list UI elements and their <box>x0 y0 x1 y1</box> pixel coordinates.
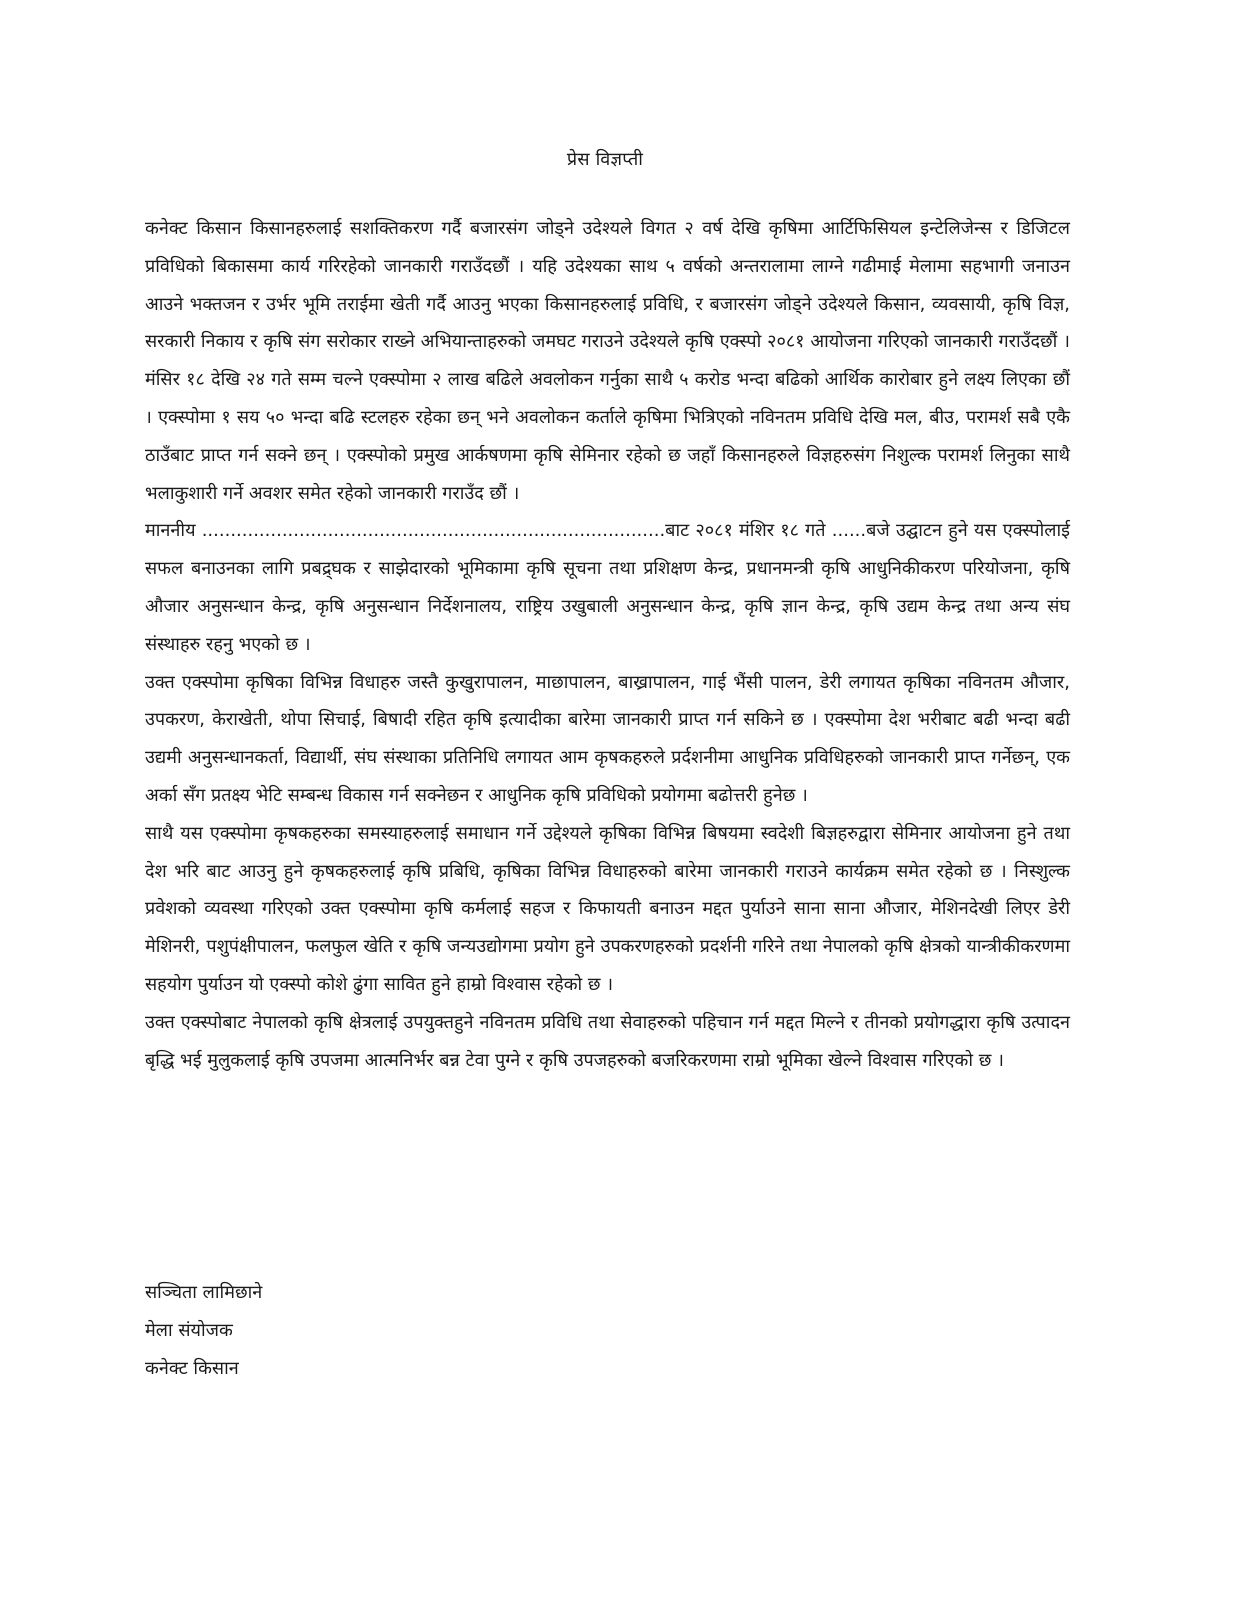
signatory-role: मेला संयोजक <box>145 1320 233 1341</box>
paragraph-expo-topics: उक्त एक्स्पोमा कृषिका विभिन्न विधाहरु जस्तै कुखुरापालन, माछापालन, बाख्रापालन, गाई भैंसी पालन, डेरी लगायत कृषिका नविनतम औजार, उपकरण, केराखेती, थोपा सिचाई, बिषादी रहित कृषि इत्यादीका बारेमा जानकारी प्राप्त गर्न सकिने छ । एक्स्पोमा देश भरीबाट बढी भन्दा बढी उद्यमी अनुसन्धानकर्ता, विद्यार्थी, संघ संस्थाका प्रतिनिधि लगायत आम कृषकहरुले प्रर्दशनीमा आधुनिक प्रविधिहरुको जानकारी प्राप्त गर्नेछन्, एक अर्का सँग प्रतक्ष्य भेटि सम्बन्ध विकास गर्न सक्नेछन र आधुनिक कृषि प्रविधिको प्रयोगमा बढोत्तरी हुनेछ । <box>145 671 1070 806</box>
paragraph-seminar: साथै यस एक्स्पोमा कृषकहरुका समस्याहरुलाई समाधान गर्ने उद्देश्यले कृषिका विभिन्न बिषयमा स्वदेशी बिज्ञहरुद्वारा सेमिनार आयोजना हुने तथा देश भरि बाट आउनु हुने कृषकहरुलाई कृषि प्रबिधि, कृषिका विभिन्न विधाहरुको बारेमा जानकारी गराउने कार्यक्रम समेत रहेको छ । निस्शुल्क प्रवेशको व्यवस्था गरिएको उक्त एक्स्पोमा कृषि कर्मलाई सहज र किफायती बनाउन मद्दत पुर्याउने साना साना औजार, मेशिनदेखी लिएर डेरी मेशिनरी, पशुपंक्षीपालन, फलफुल खेति र कृषि जन्यउद्योगमा प्रयोग हुने उपकरणहरुको प्रदर्शनी गरिने तथा नेपालको कृषि क्षेत्रको यान्त्रीकीकरणमा सहयोग पुर्याउन यो एक्स्पो कोशे ढुंगा सावित हुने हाम्रो विश्वास रहेको छ । <box>145 822 1070 995</box>
signatory-name: सञ्चिता लामिछाने <box>145 1282 263 1303</box>
signature-block <box>145 1274 262 1388</box>
paragraph-conclusion: उक्त एक्स्पोबाट नेपालको कृषि क्षेत्रलाई उपयुक्तहुने नविनतम प्रविधि तथा सेवाहरुको पहिचान गर्न मद्दत मिल्ने र तीनको प्रयोगद्धारा कृषि उत्पादन बृद्धि भई मुलुकलाई कृषि उपजमा आत्मनिर्भर बन्न टेवा पुग्ने र कृषि उपजहरुको बजरिकरणमा राम्रो भूमिका खेल्ने विश्वास गरिएको छ । <box>145 1011 1070 1071</box>
paragraph-intro: कनेक्ट किसान किसानहरुलाई सशक्तिकरण गर्दै बजारसंग जोड्ने उदेश्यले विगत २ वर्ष देखि कृषिमा आर्टिफिसियल इन्टेलिजेन्स र डिजिटल प्रविधिको बिकासमा कार्य गरिरहेको जानकारी गराउँदछौं । यहि उदेश्यका साथ ५ वर्षको अन्तरालामा लाग्ने गढीमाई मेलामा सहभागी जनाउन आउने भक्तजन र उर्भर भूमि तराईमा खेती गर्दै आउनु भएका किसानहरुलाई प्रविधि, र बजारसंग जोड्ने उदेश्यले किसान, व्यवसायी, कृषि विज्ञ, सरकारी निकाय र कृषि संग सरोकार राख्ने अभियान्ताहरुको जमघट गराउने उदेश्यले कृषि एक्स्पो २०८१ आयोजना गरिएको जानकारी गराउँदछौं । मंसिर १८ देखि २४ गते सम्म चल्ने एक्स्पोमा २ लाख बढिले अवलोकन गर्नुका साथै ५ करोड भन्दा बढिको आर्थिक कारोबार हुने लक्ष्य लिएका छौं । एक्स्पोमा १ सय ५० भन्दा बढि स्टलहरु रहेका छन् भने अवलोकन कर्ताले कृषिमा भित्रिएको नविनतम प्रविधि देखि मल, बीउ, परामर्श सबै एकै ठाउँबाट प्राप्त गर्न सक्ने छन् । एक्स्पोको प्रमुख आर्कषणमा कृषि सेमिनार रहेको छ जहाँ किसानहरुले विज्ञहरुसंग निशुल्क परामर्श लिनुका साथै भलाकुशारी गर्ने अवशर समेत रहेको जानकारी गराउँद छौं । <box>145 218 1070 504</box>
paragraph-inauguration: माननीय .................................................................................बाट २०८१ मंशिर १८ गते ......बजे उद्घाटन हुने यस एक्स्पोलाई सफल बनाउनका लागि प्रबद्र्घक र साझेदारको भूमिकामा कृषि सूचना तथा प्रशिक्षण केन्द्र, प्रधानमन्त्री कृषि आधुनिकीकरण परियोजना, कृषि औजार अनुसन्धान केन्द्र, कृषि अनुसन्धान निर्देशनालय, राष्ट्रिय उखुबाली अनुसन्धान केन्द्र, कृषि ज्ञान केन्द्र, कृषि उद्यम केन्द्र तथा अन्य संघ संस्थाहरु रहनु भएको छ । <box>145 520 1070 655</box>
document-title: प्रेस विज्ञप्ती <box>566 149 644 170</box>
signatory-organization: कनेक्ट किसान <box>145 1358 239 1379</box>
document-body <box>145 210 1070 1079</box>
